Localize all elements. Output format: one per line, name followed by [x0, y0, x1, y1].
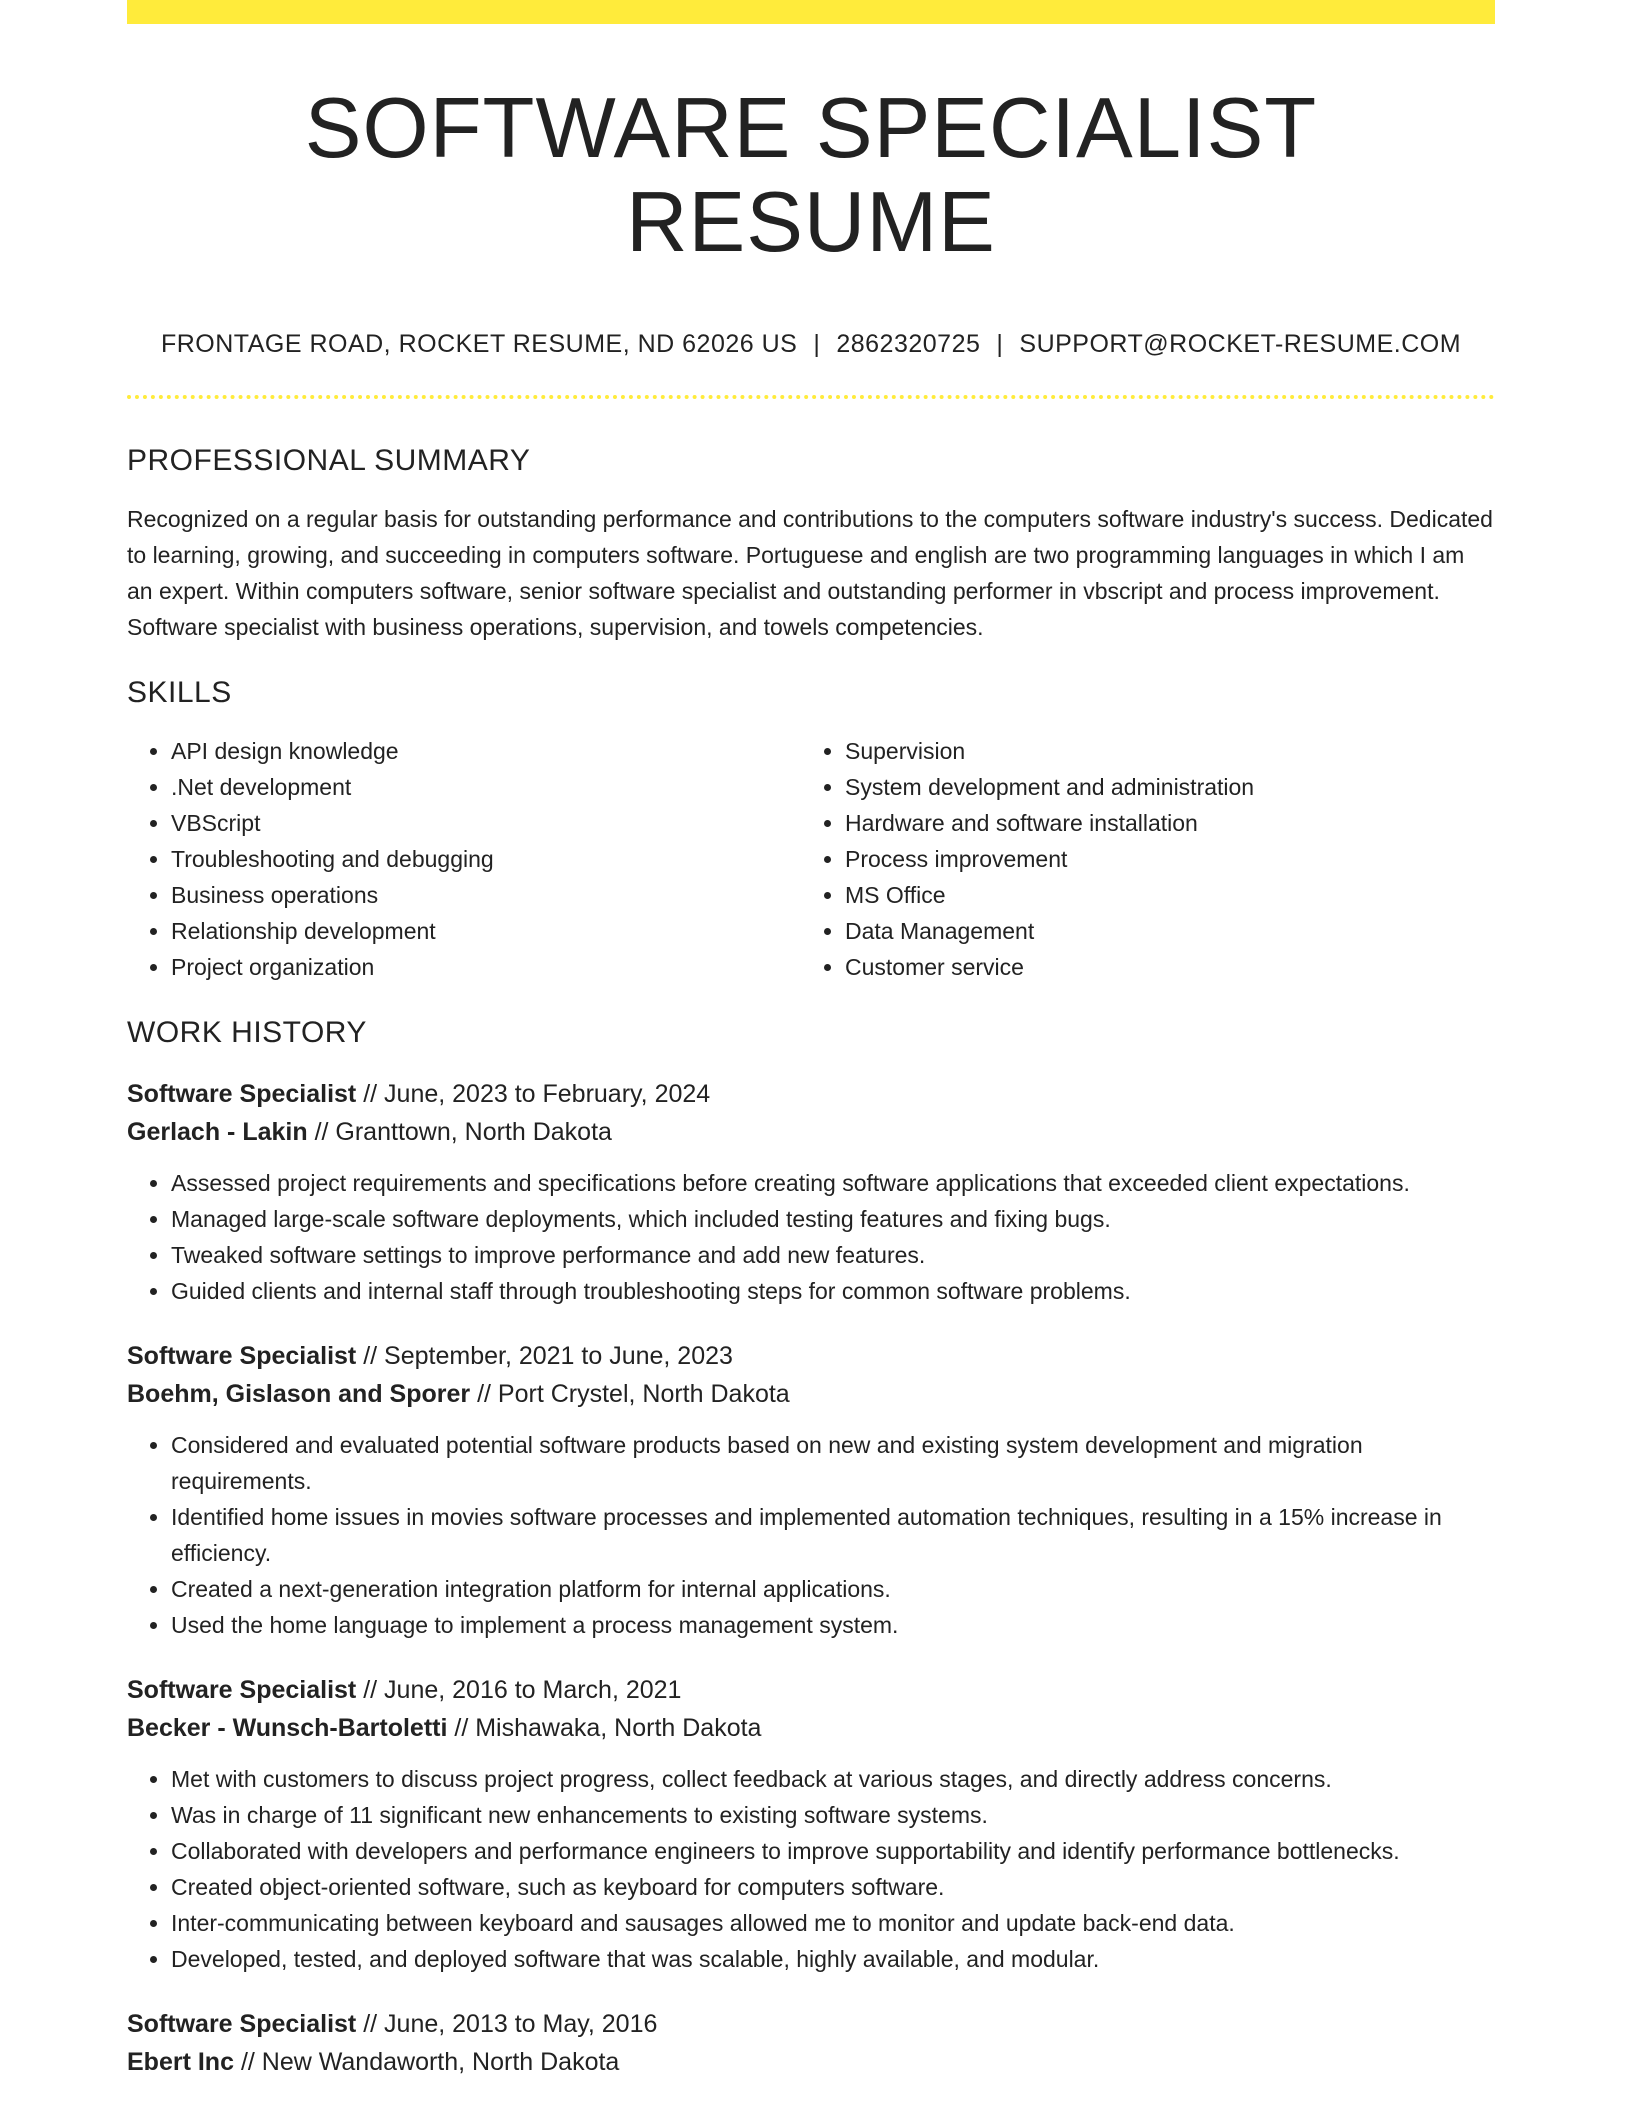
job-entry	[127, 1337, 1495, 1643]
skill-item: • Relationship development	[171, 913, 801, 949]
skill-item: • VBScript	[171, 805, 801, 841]
job-bullet: • Collaborated with developers and performance engineers to improve supportability and identify performance bottlenecks.	[171, 1833, 1495, 1869]
job-bullet: • Tweaked software settings to improve performance and add new features.	[171, 1237, 1495, 1273]
job-bullet: • Was in charge of 11 significant new enhancements to existing software systems.	[171, 1797, 1495, 1833]
job-title-line	[127, 1075, 1495, 1113]
job-title-line	[127, 1337, 1495, 1375]
summary-heading: PROFESSIONAL SUMMARY	[127, 444, 531, 477]
skill-item: • Data Management	[845, 913, 1495, 949]
resume-page	[127, 0, 1495, 2081]
summary-text: Recognized on a regular basis for outstanding performance and contributions to the computers software industry's success. Dedicated to learning, growing, and succeeding in computers software. Portuguese and english are two programming languages in which I am an expert. Within computers software, senior software specialist and outstanding performer in vbscript and process improvement. Software specialist with business operations, supervision, and towels competencies.	[127, 506, 1493, 640]
job-company: Becker - Wunsch-Bartoletti	[127, 1714, 448, 1742]
job-dates: // September, 2021 to June, 2023	[363, 1342, 733, 1370]
accent-top-bar	[127, 0, 1495, 24]
job-dates: // June, 2013 to May, 2016	[363, 2010, 658, 2038]
job-bullet: • Assessed project requirements and specifications before creating software applications that exceeded client expectations.	[171, 1165, 1495, 1201]
job-title: Software Specialist	[127, 1080, 357, 1108]
job-title: Software Specialist	[127, 2010, 357, 2038]
skill-item: • .Net development	[171, 769, 801, 805]
job-company-line	[127, 1375, 1495, 1413]
dotted-divider	[127, 395, 1495, 399]
job-bullets	[127, 1165, 1495, 1309]
skills-list-left	[127, 733, 801, 985]
skill-item: • Supervision	[845, 733, 1495, 769]
job-company: Gerlach - Lakin	[127, 1118, 308, 1146]
skills-columns	[127, 733, 1495, 985]
skill-item: • Customer service	[845, 949, 1495, 985]
contact-separator: |	[813, 330, 821, 358]
job-location: // Mishawaka, North Dakota	[454, 1714, 762, 1742]
job-bullet: • Used the home language to implement a process management system.	[171, 1607, 1495, 1643]
resume-title: SOFTWARE SPECIALIST RESUME	[304, 81, 1318, 270]
job-company-line	[127, 1709, 1495, 1747]
job-bullet: • Identified home issues in movies software processes and implemented automation techniques, resulting in a 15% increase in efficiency.	[171, 1499, 1495, 1571]
job-bullet: • Guided clients and internal staff through troubleshooting steps for common software problems.	[171, 1273, 1495, 1309]
skills-list-right	[801, 733, 1495, 985]
job-company: Ebert Inc	[127, 2048, 234, 2076]
skill-item: • Business operations	[171, 877, 801, 913]
job-bullet: • Considered and evaluated potential software products based on new and existing system development and migration requirements.	[171, 1427, 1495, 1499]
job-entry	[127, 2005, 1495, 2081]
job-title-line	[127, 1671, 1495, 1709]
skill-item: • MS Office	[845, 877, 1495, 913]
contact-email: SUPPORT@ROCKET-RESUME.COM	[1019, 330, 1462, 358]
job-location: // New Wandaworth, North Dakota	[240, 2048, 620, 2076]
job-bullet: • Created object-oriented software, such as keyboard for computers software.	[171, 1869, 1495, 1905]
job-title-line	[127, 2005, 1495, 2043]
job-bullet: • Met with customers to discuss project progress, collect feedback at various stages, and directly address concerns.	[171, 1761, 1495, 1797]
skill-item: • Process improvement	[845, 841, 1495, 877]
skills-heading: SKILLS	[127, 676, 232, 709]
contact-separator: |	[996, 330, 1004, 358]
job-bullet: • Created a next-generation integration platform for internal applications.	[171, 1571, 1495, 1607]
contact-address: FRONTAGE ROAD, ROCKET RESUME, ND 62026 US	[160, 330, 798, 358]
work-history-heading: WORK HISTORY	[127, 1016, 367, 1049]
job-dates: // June, 2016 to March, 2021	[363, 1676, 682, 1704]
job-title: Software Specialist	[127, 1676, 357, 1704]
skill-item: • API design knowledge	[171, 733, 801, 769]
job-bullet: • Inter-communicating between keyboard and sausages allowed me to monitor and update back-end data.	[171, 1905, 1495, 1941]
contact-phone: 2862320725	[836, 330, 981, 358]
job-location: // Granttown, North Dakota	[314, 1118, 612, 1146]
skill-item: • Project organization	[171, 949, 801, 985]
job-bullet: • Managed large-scale software deployments, which included testing features and fixing bugs.	[171, 1201, 1495, 1237]
job-bullets	[127, 1761, 1495, 1977]
job-company-line	[127, 2043, 1495, 2081]
job-bullet: • Developed, tested, and deployed software that was scalable, highly available, and modular.	[171, 1941, 1495, 1977]
job-title: Software Specialist	[127, 1342, 357, 1370]
contact-line	[127, 329, 1495, 359]
skill-item: • Troubleshooting and debugging	[171, 841, 801, 877]
job-bullets	[127, 1427, 1495, 1643]
job-entry	[127, 1075, 1495, 1309]
job-company: Boehm, Gislason and Sporer	[127, 1380, 471, 1408]
skill-item: • Hardware and software installation	[845, 805, 1495, 841]
skill-item: • System development and administration	[845, 769, 1495, 805]
job-entry	[127, 1671, 1495, 1977]
job-location: // Port Crystel, North Dakota	[477, 1380, 790, 1408]
job-company-line	[127, 1113, 1495, 1151]
job-dates: // June, 2023 to February, 2024	[363, 1080, 711, 1108]
